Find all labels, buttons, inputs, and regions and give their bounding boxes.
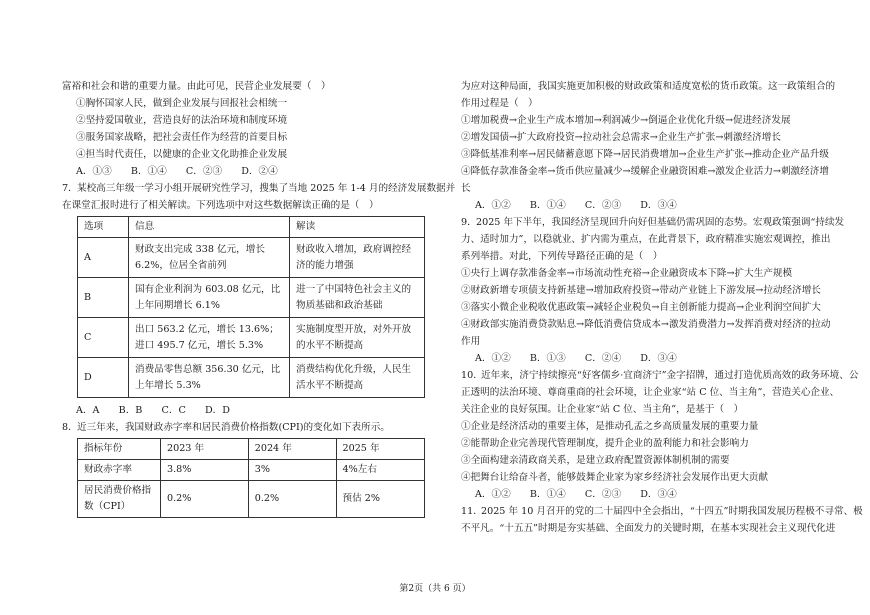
q7-stem-2: 在课堂汇报时进行了相关解读。下列选项中对这些数据解读正确的是（ ） bbox=[62, 200, 379, 211]
q9-stem-2: 力、适时加力”，以稳就业、扩内需为重点，在此背景下，政府精准实施宏观调控，推出 bbox=[461, 234, 831, 245]
q8-stem: 近三年来，我国财政赤字率和居民消费价格指数(CPI)的变化如下表所示。 bbox=[77, 422, 390, 433]
q9-option-4-cont: 作用 bbox=[461, 336, 481, 347]
q8-option-4: ④降低存款准备金率→货币供应量减少→缓解企业融资困难→激发企业活力→刺激经济增 bbox=[461, 166, 829, 177]
q8-table-header bbox=[78, 439, 425, 460]
table-row bbox=[78, 358, 425, 398]
q9-option-2: ②财政新增专项债支持新基建→增加政府投资→带动产业链上下游发展→拉动经济增长 bbox=[461, 285, 821, 296]
q6-option-1: ①胸怀国家人民，做到企业发展与回报社会相统一 bbox=[76, 98, 288, 109]
q8-header-2023: 2023 年 bbox=[161, 439, 249, 460]
q11 bbox=[461, 503, 863, 520]
q11-number: 11． bbox=[461, 506, 483, 517]
q7-row-c-reading: 实施制度型开放，对外开放的水平不断提高 bbox=[290, 318, 425, 358]
q8-header-2024: 2024 年 bbox=[248, 439, 336, 460]
right-column bbox=[461, 78, 863, 537]
q9-option-3: ③落实小微企业税收优惠政策→减轻企业税负→自主创新能力提高→企业利润空间扩大 bbox=[461, 302, 821, 313]
q11-stem-1: 2025 年 10 月召开的党的二十届四中全会指出，“十四五”时期我国发展历程极不寻常、极 bbox=[481, 506, 863, 517]
q7-stem-1: 某校高三年级一学习小组开展研究性学习，搜集了当地 2025 年 1-4 月的经济发展数据并 bbox=[77, 183, 456, 194]
q7-row-d-info: 消费品零售总额 356.30 亿元，比上年增长 5.3% bbox=[129, 358, 290, 398]
q8-table bbox=[77, 438, 425, 518]
q9-option-1: ①央行上调存款准备金率→市场流动性充裕→企业融资成本下降→扩大生产规模 bbox=[461, 268, 793, 279]
q8-answers: A．①② B．①④ C．②③ D．③④ bbox=[475, 200, 677, 211]
q10-option-1: ①企业是经济活动的重要主体，是推动孔孟之乡高质量发展的重要力量 bbox=[461, 421, 759, 432]
q10-stem-3: 关注企业的良好氛围。让企业家“站 C 位、当主角”，是基于（ ） bbox=[461, 404, 744, 415]
q7-row-d-reading: 消费结构优化升级，人民生活水平不断提高 bbox=[290, 358, 425, 398]
q7-header-reading: 解读 bbox=[290, 217, 425, 238]
q10-option-4: ④把舞台让给奋斗者，能够鼓舞企业家为家乡经济社会发展作出更大贡献 bbox=[461, 472, 768, 483]
q7-row-a-option: A bbox=[78, 238, 129, 278]
q8-cell: 居民消费价格指数（CPI） bbox=[78, 481, 161, 518]
q8-cell: 预估 2% bbox=[336, 481, 425, 518]
q8-cell: 0.2% bbox=[161, 481, 249, 518]
q7-row-d-option: D bbox=[78, 358, 129, 398]
q7-table-header bbox=[78, 217, 425, 238]
q8-continued-2: 作用过程是（ ） bbox=[461, 98, 538, 109]
q6-answers: A．①③ B．①④ C．②③ D．②④ bbox=[76, 166, 278, 177]
q7-number: 7． bbox=[62, 183, 78, 194]
q8 bbox=[62, 419, 417, 436]
q7-row-b-reading: 进一了中国特色社会主义的物质基础和政治基础 bbox=[290, 278, 425, 318]
q10-answers: A．①② B．①④ C．②③ D．③④ bbox=[475, 489, 677, 500]
q7-header-option: 选项 bbox=[78, 217, 129, 238]
table-row bbox=[78, 318, 425, 358]
q6-option-3: ③服务国家战略，把社会责任作为经营的首要目标 bbox=[76, 132, 288, 143]
q7-row-b-info: 国有企业利润为 603.08 亿元，比上年同期增长 6.1% bbox=[129, 278, 290, 318]
q6-option-2: ②坚持爱国敬业，营造良好的法治环境和制度环境 bbox=[76, 115, 288, 126]
page-number: 第2页（共 6 页） bbox=[399, 584, 471, 594]
q10-stem-1: 近年来，济宁持续擦亮“好客儒乡·宜商济宁”金字招牌，通过打造优质高效的政务环境、公 bbox=[481, 370, 859, 381]
q8-cell: 4%左右 bbox=[336, 460, 425, 481]
q7-header-info: 信息 bbox=[129, 217, 290, 238]
q7-row-a-reading: 财政收入增加，政府调控经济的能力增强 bbox=[290, 238, 425, 278]
q7-row-b-option: B bbox=[78, 278, 129, 318]
q9-option-4: ④财政部实施消费贷款贴息→降低消费信贷成本→激发消费潜力→发挥消费对经济的拉动 bbox=[461, 319, 831, 330]
q7-row-c-option: C bbox=[78, 318, 129, 358]
q10 bbox=[461, 367, 859, 384]
q9 bbox=[461, 214, 845, 231]
q8-cell: 3.8% bbox=[161, 460, 249, 481]
q10-stem-2: 正透明的法治环境、尊商重商的社会环境，让企业家“站 C 位、当主角”，营造关心企业、 bbox=[461, 387, 840, 398]
q7 bbox=[62, 180, 456, 197]
q8-number: 8． bbox=[62, 422, 78, 433]
q9-stem-1: 2025 年下半年，我国经济呈现回升向好但基础仍需巩固的态势。宏观政策强调“持续发 bbox=[476, 217, 845, 228]
q7-row-c-info: 出口 563.2 亿元，增长 13.6%；进口 495.7 亿元，增长 5.3% bbox=[129, 318, 290, 358]
table-row bbox=[78, 460, 425, 481]
q9-answers: A．①② B．①③ C．②④ D．③④ bbox=[475, 353, 677, 364]
q6-stem-tail: 富裕和社会和谐的重要力量。由此可见，民营企业发展要（ ） bbox=[62, 81, 331, 92]
q10-option-2: ②能帮助企业完善现代管理制度，提升企业的盈利能力和社会影响力 bbox=[461, 438, 749, 449]
q7-answers: A．A B．B C．C D．D bbox=[76, 405, 230, 416]
q8-cell: 0.2% bbox=[248, 481, 336, 518]
q9-stem-3: 系列举措。对此，下列传导路径正确的是（ ） bbox=[461, 251, 663, 262]
table-row bbox=[78, 238, 425, 278]
q8-option-3: ③降低基准利率→居民储蓄意愿下降→居民消费增加→企业生产扩张→推动企业产品升级 bbox=[461, 149, 829, 160]
q8-header-2025: 2025 年 bbox=[336, 439, 425, 460]
q8-option-1: ①增加税费→企业生产成本增加→利润减少→倒逼企业优化升级→促进经济发展 bbox=[461, 115, 791, 126]
q8-option-4-cont: 长 bbox=[461, 183, 471, 194]
q10-number: 10． bbox=[461, 370, 483, 381]
left-column bbox=[62, 78, 456, 522]
q7-row-a-info: 财政支出完成 338 亿元，增长 6.2%，位居全省前列 bbox=[129, 238, 290, 278]
q8-cell: 3% bbox=[248, 460, 336, 481]
table-row bbox=[78, 278, 425, 318]
q8-continued-1: 为应对这种局面，我国实施更加积极的财政政策和适度宽松的货币政策。这一政策组合的 bbox=[461, 81, 836, 92]
q8-header-indicator: 指标年份 bbox=[78, 439, 161, 460]
q9-number: 9． bbox=[461, 217, 477, 228]
q6-option-4: ④担当时代责任，以健康的企业文化助推企业发展 bbox=[76, 149, 288, 160]
q7-table bbox=[77, 216, 425, 398]
q11-stem-2: 不平凡。“十五五”时期是夯实基础、全面发力的关键时期，在基本实现社会主义现代化进 bbox=[461, 523, 836, 534]
q8-cell: 财政赤字率 bbox=[78, 460, 161, 481]
table-row bbox=[78, 481, 425, 518]
q8-option-2: ②增发国债→扩大政府投资→拉动社会总需求→企业生产扩张→刺激经济增长 bbox=[461, 132, 781, 143]
q10-option-3: ③全面构建亲清政商关系，是建立政府配置资源体制机制的需要 bbox=[461, 455, 730, 466]
